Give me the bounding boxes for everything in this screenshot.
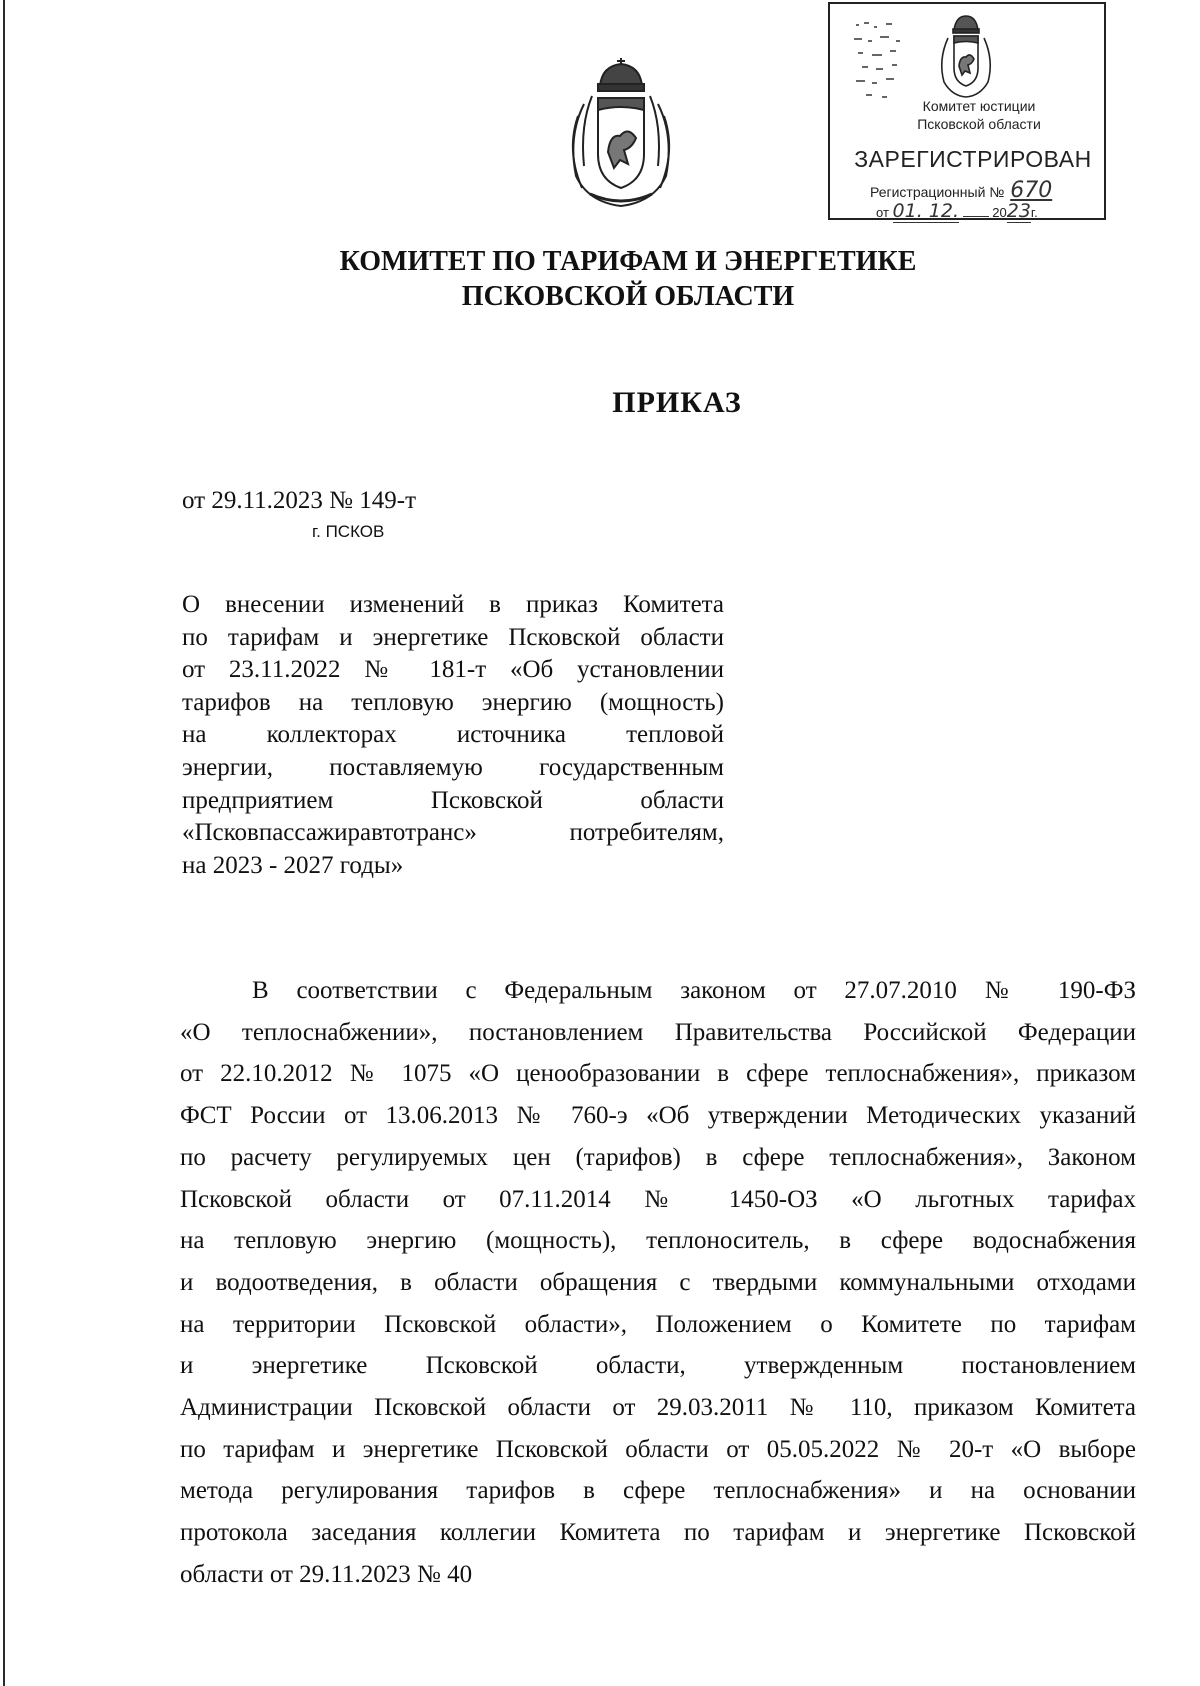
body-line: метода регулирования тарифов в сфере теплоснабжения» и на основании <box>180 1477 1136 1505</box>
document-subject <box>182 589 724 882</box>
body-line: Псковской области от 07.11.2014 № 1450-ОЗ «О льготных тарифах <box>180 1185 1136 1213</box>
organization-title-line2: ПСКОВСКОЙ ОБЛАСТИ <box>461 281 795 312</box>
body-line: и водоотведения, в области обращения с твердыми коммунальными отходами <box>180 1268 1136 1296</box>
stamp-date-blank <box>963 216 989 217</box>
stamp-date-prefix: от <box>876 205 889 220</box>
subject-line: предприятием Псковской области <box>182 786 724 814</box>
subject-line: энергии, поставляемую государственным <box>182 753 724 781</box>
stamp-year-prefix: 20 <box>992 205 1007 220</box>
organization-title <box>300 244 956 314</box>
stamp-smudge-marks <box>852 18 912 108</box>
subject-line: от 23.11.2022 № 181-т «Об установлении <box>182 656 724 684</box>
body-line: по расчету регулируемых цен (тарифов) в сфере теплоснабжения», Законом <box>180 1143 1136 1171</box>
stamp-authority-line1: Комитет юстиции <box>922 98 1036 114</box>
body-line: на тепловую энергию (мощность), теплоноситель, в сфере водоснабжения <box>180 1227 1136 1255</box>
body-line: протокола заседания коллегии Комитета по тарифам и энергетике Псковской <box>180 1519 1136 1547</box>
subject-line: «Псковпассажиравтотранс» потребителям, <box>182 819 724 847</box>
document-date-number: от 29.11.2023 № 149-т <box>182 487 417 514</box>
subject-line: на коллекторах источника тепловой <box>182 721 724 749</box>
stamp-reg-label: Регистрационный № <box>870 184 1005 200</box>
subject-line: на 2023 - 2027 годы» <box>182 851 404 879</box>
stamp-status: ЗАРЕГИСТРИРОВАН <box>854 146 1092 172</box>
body-line: области от 29.11.2023 № 40 <box>180 1560 473 1588</box>
document-city: г. ПСКОВ <box>312 522 385 541</box>
body-line: Администрации Псковской области от 29.03.2011 № 110, приказом Комитета <box>180 1394 1136 1422</box>
body-line: «О теплоснабжении», постановлением Правительства Российской Федерации <box>180 1018 1136 1046</box>
organization-title-line1: КОМИТЕТ ПО ТАРИФАМ И ЭНЕРГЕТИКЕ <box>339 246 917 277</box>
stamp-year-suffix: г. <box>1030 205 1038 220</box>
body-line: от 22.10.2012 № 1075 «О ценообразовании в сфере теплоснабжения», приказом <box>180 1060 1136 1088</box>
subject-line: О внесении изменений в приказ Комитета <box>182 591 724 618</box>
document-type: ПРИКАЗ <box>612 386 742 419</box>
scan-edge <box>3 0 5 1686</box>
stamp-registration-date <box>876 200 1038 223</box>
preamble-paragraph <box>180 970 1136 1596</box>
body-line: и энергетике Псковской области, утвержденным постановлением <box>180 1352 1136 1380</box>
body-line: на территории Псковской области», Положением о Комитете по тарифам <box>180 1310 1136 1338</box>
subject-line: тарифов на тепловую энергию (мощность) <box>182 688 724 716</box>
stamp-year-handwritten: 23 <box>1006 200 1031 222</box>
subject-line: по тарифам и энергетике Псковской области <box>182 623 724 651</box>
stamp-reg-number-handwritten: 670 <box>1010 178 1053 203</box>
body-line: В соответствии с Федеральным законом от 27.07.2010 № 190-ФЗ <box>252 977 1136 1004</box>
stamp-authority-line2: Псковской области <box>917 116 1041 132</box>
stamp-date-handwritten: 01. 12. <box>892 200 960 222</box>
stamp-emblem-icon <box>936 12 996 98</box>
body-line: по тарифам и энергетике Псковской области от 05.05.2022 № 20-т «О выборе <box>180 1435 1136 1463</box>
coat-of-arms-emblem <box>562 56 680 208</box>
registration-stamp <box>828 2 1106 220</box>
body-line: ФСТ России от 13.06.2013 № 760-э «Об утверждении Методических указаний <box>180 1102 1136 1130</box>
